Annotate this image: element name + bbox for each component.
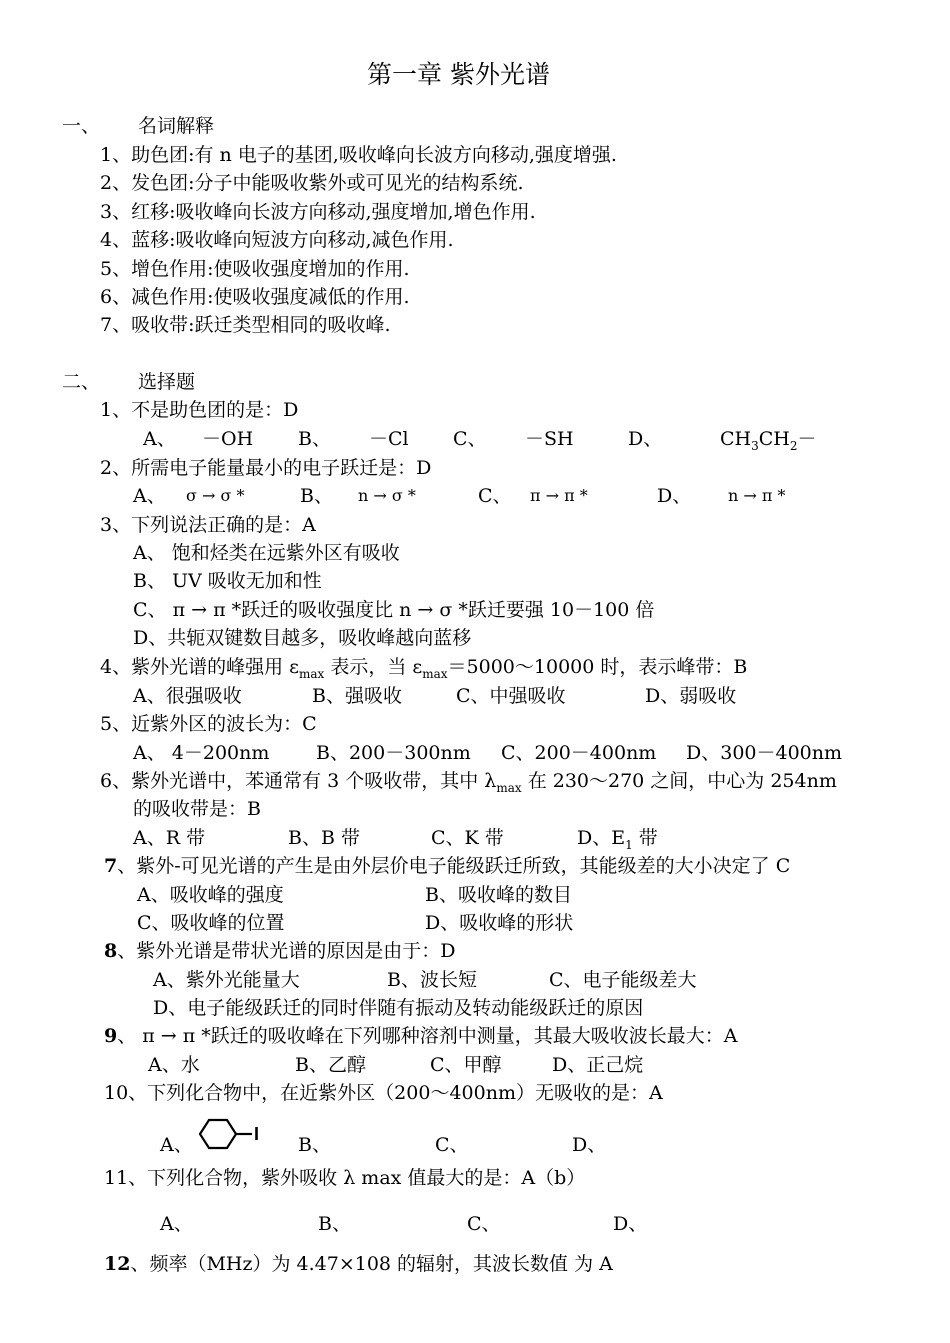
- option-text: A、紫外光能量大: [153, 969, 300, 991]
- definition-item: 4、蓝移:吸收峰向短波方向移动,减色作用.: [100, 229, 454, 251]
- cyclohexane-ring: [200, 1120, 236, 1148]
- option-label: A、: [133, 485, 166, 507]
- option-text: D、正己烷: [552, 1054, 644, 1076]
- option-text: C、K 带: [431, 827, 504, 849]
- iodocyclohexane-structure: [196, 1116, 276, 1152]
- section-heading: 名词解释: [138, 115, 215, 137]
- question-stem: 3、下列说法正确的是：A: [100, 514, 316, 536]
- option-text: －Cl: [369, 428, 409, 450]
- option-text: B、波长短: [387, 969, 477, 991]
- option-text: C、电子能级差大: [549, 969, 697, 991]
- option-label: C、: [467, 1213, 501, 1235]
- option-text: C、甲醇: [430, 1054, 502, 1076]
- option-text: C、 π → π *跃迁的吸收强度比 n → σ *跃迁要强 10－100 倍: [133, 599, 655, 621]
- question-stem: 8、紫外光谱是带状光谱的原因是由于：D: [104, 940, 456, 962]
- option-text: B、吸收峰的数目: [425, 884, 572, 906]
- question-stem: 11、下列化合物，紫外吸收 λ max 值最大的是：A（b）: [104, 1167, 586, 1189]
- section-number: 二、: [62, 371, 101, 393]
- option-text: π → π *: [530, 486, 588, 505]
- option-label: C、: [435, 1134, 469, 1156]
- section-number: 一、: [62, 115, 101, 137]
- definition-item: 2、发色团:分子中能吸收紫外或可见光的结构系统.: [100, 172, 524, 194]
- option-text: D、300－400nm: [686, 742, 843, 764]
- option-label: A、: [160, 1213, 193, 1235]
- option-text: －OH: [202, 428, 254, 450]
- option-label: D、: [628, 428, 663, 450]
- option-label: B、: [298, 428, 331, 450]
- option-text: C、200－400nm: [501, 742, 657, 764]
- definition-item: 5、增色作用:使吸收强度增加的作用.: [100, 258, 410, 280]
- option-label: A、: [143, 428, 176, 450]
- option-label: D、: [613, 1213, 648, 1235]
- option-label: B、: [298, 1134, 331, 1156]
- option-text: A、很强吸收: [133, 685, 242, 707]
- option-text: $CH_3CH_2-$: [720, 428, 817, 453]
- page-title: 第一章 紫外光谱: [367, 60, 550, 89]
- option-text: D、吸收峰的形状: [425, 912, 574, 934]
- option-text: A、R 带: [133, 827, 206, 849]
- option-text: －SH: [525, 428, 574, 450]
- option-text: A、 4－200nm: [133, 742, 270, 764]
- option-label: A、: [160, 1134, 193, 1156]
- question-stem: 9、 π → π *跃迁的吸收峰在下列哪种溶剂中测量，其最大吸收波长最大：A: [104, 1025, 738, 1047]
- question-stem: 12、频率（MHz）为 4.47×108 的辐射，其波长数值 为 A: [104, 1253, 613, 1275]
- option-text: B、强吸收: [312, 685, 402, 707]
- option-text: B、 UV 吸收无加和性: [133, 570, 322, 592]
- question-stem: 1、不是助色团的是：D: [100, 399, 299, 421]
- question-stem: 4、紫外光谱的峰强用 $\varepsilon_{max}$ 表示，当 $\varepsilon_{max}=5000\sim 10000$ 时，表示峰带：B: [100, 656, 748, 681]
- option-text: C、吸收峰的位置: [137, 912, 285, 934]
- option-text: B、乙醇: [295, 1054, 366, 1076]
- iodine-label: I: [254, 1124, 260, 1144]
- section-heading: 选择题: [138, 371, 196, 393]
- option-text: D、电子能级跃迁的同时伴随有振动及转动能级跃迁的原因: [153, 997, 644, 1019]
- option-text: B、200－300nm: [316, 742, 471, 764]
- option-label: B、: [300, 485, 333, 507]
- definition-item: 3、红移:吸收峰向长波方向移动,强度增加,增色作用.: [100, 201, 536, 223]
- option-text: A、 饱和烃类在远紫外区有吸收: [133, 542, 400, 564]
- option-label: B、: [318, 1213, 351, 1235]
- definition-item: 1、助色团:有 n 电子的基团,吸收峰向长波方向移动,强度增强.: [100, 144, 617, 166]
- question-stem-continued: 的吸收带是：B: [133, 798, 261, 820]
- option-text: A、吸收峰的强度: [137, 884, 284, 906]
- option-label: D、: [572, 1134, 607, 1156]
- option-text: B、B 带: [288, 827, 360, 849]
- question-stem: 5、近紫外区的波长为：C: [100, 713, 317, 735]
- question-stem: 10、下列化合物中，在近紫外区（200～400nm）无吸收的是：A: [104, 1082, 663, 1104]
- option-label: C、: [478, 485, 512, 507]
- option-text: D、弱吸收: [645, 685, 737, 707]
- question-stem: 7、紫外-可见光谱的产生是由外层价电子能级跃迁所致，其能级差的大小决定了 C: [104, 855, 791, 877]
- definition-item: 6、减色作用:使吸收强度减低的作用.: [100, 286, 410, 308]
- option-label: D、: [657, 485, 692, 507]
- question-stem: 2、所需电子能量最小的电子跃迁是：D: [100, 457, 432, 479]
- option-text: D、共轭双键数目越多，吸收峰越向蓝移: [133, 627, 472, 649]
- definition-item: 7、吸收带:跃迁类型相同的吸收峰.: [100, 314, 391, 336]
- option-text: n → σ *: [358, 486, 416, 505]
- option-text: C、中强吸收: [456, 685, 566, 707]
- option-label: C、: [453, 428, 487, 450]
- option-text: σ → σ *: [186, 486, 245, 505]
- question-stem: 6、紫外光谱中，苯通常有 3 个吸收带，其中 $\lambda_{max}$ 在 230～270 之间，中心为 254nm: [100, 770, 837, 795]
- option-text: D、$E_1$ 带: [577, 827, 658, 852]
- option-text: A、水: [148, 1054, 200, 1076]
- option-text: n → π *: [728, 486, 786, 505]
